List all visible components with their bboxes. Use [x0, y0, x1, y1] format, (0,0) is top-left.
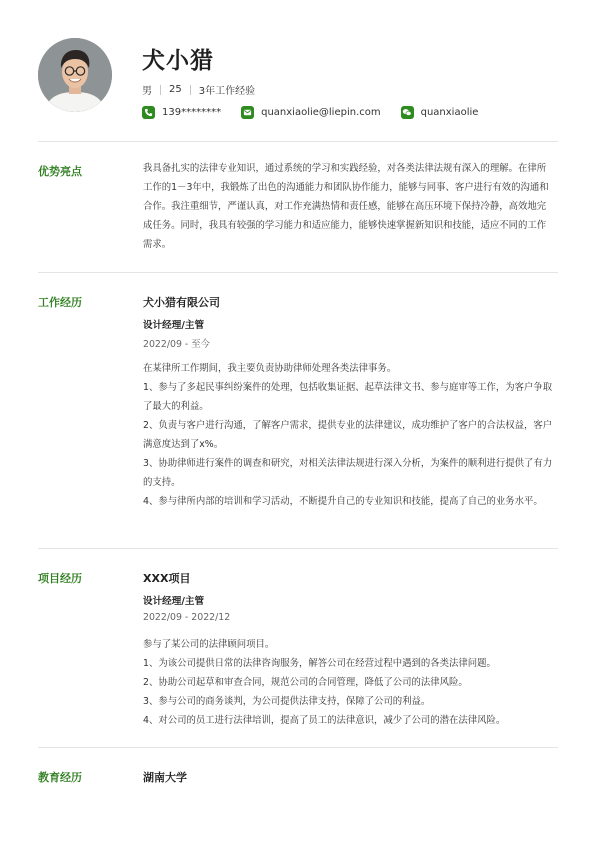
- project-line: 4、对公司的员工进行法律培训，提高了员工的法律意识，减少了公司的潜在法律风险。: [143, 715, 506, 726]
- company-name: 犬小猎有限公司: [143, 296, 220, 309]
- section-divider: [38, 548, 558, 549]
- section-title-advantages: 优势亮点: [38, 165, 82, 178]
- wechat-id: quanxiaolie: [420, 107, 479, 118]
- basic-info: [142, 82, 255, 97]
- advantages-text: 我具备扎实的法律专业知识，通过系统的学习和实践经验，对各类法律法规有深入的理解。在律所工作的1－3年中，我锻炼了出色的沟通能力和团队协作能力，能够与同事、客户进行有效的沟通和合作。我注重细节，严谨认真，对工作充满热情和责任感，能够在高压环境下保持冷静，高效地完成任务。同时，我具有较强的学习能力和适应能力，能够快速掌握新知识和技能，适应不同的工作需求。: [143, 163, 549, 250]
- section-divider: [38, 747, 558, 748]
- section-title-project: 项目经历: [38, 572, 82, 585]
- project-date: 2022/09 - 2022/12: [143, 612, 231, 623]
- email-address: quanxiaolie@liepin.com: [261, 107, 381, 118]
- project-name: XXX项目: [143, 572, 191, 585]
- phone-number: 139********: [162, 107, 222, 118]
- project-line: 3、参与公司的商务谈判，为公司提供法律支持，保障了公司的利益。: [143, 696, 431, 707]
- gender: 男: [142, 86, 152, 97]
- wechat-contact[interactable]: [401, 106, 479, 119]
- project-line: 1、为该公司提供日常的法律咨询服务，解答公司在经营过程中遇到的各类法律问题。: [143, 658, 496, 669]
- avatar-photo: [38, 38, 112, 112]
- separator: [190, 85, 191, 95]
- work-line: 3、协助律师进行案件的调查和研究，对相关法律法规进行深入分析，为案件的顺利进行提供了有力的支持。: [143, 458, 553, 488]
- work-line: 1、参与了多起民事纠纷案件的处理，包括收集证据、起草法律文书、参与庭审等工作，为客户争取了最大的利益。: [143, 382, 553, 412]
- separator: [160, 85, 161, 95]
- work-date: 2022/09 - 至今: [143, 339, 211, 350]
- section-divider: [38, 272, 558, 273]
- school-name: 湖南大学: [143, 771, 187, 784]
- section-divider: [38, 141, 558, 142]
- email-contact[interactable]: [241, 106, 381, 119]
- section-title-work: 工作经历: [38, 296, 82, 309]
- job-title: 设计经理/主管: [143, 320, 205, 331]
- work-description: [143, 359, 555, 511]
- contact-info: [142, 106, 498, 119]
- experience-years: 3年工作经验: [198, 86, 256, 97]
- wechat-icon: [401, 106, 414, 119]
- avatar: [38, 38, 112, 112]
- project-line: 参与了某公司的法律顾问项目。: [143, 639, 275, 650]
- work-line: 4、参与律所内部的培训和学习活动，不断提升自己的专业知识和技能，提高了自己的业务水平。: [143, 496, 543, 507]
- project-line: 2、协助公司起草和审查合同，规范公司的合同管理，降低了公司的法律风险。: [143, 677, 468, 688]
- work-line: 2、负责与客户进行沟通，了解客户需求，提供专业的法律建议，成功维护了客户的合法权益，客户满意度达到了x%。: [143, 420, 553, 450]
- project-description: [143, 635, 555, 730]
- section-title-education: 教育经历: [38, 771, 82, 784]
- candidate-name: 犬小猎: [142, 48, 214, 74]
- phone-contact[interactable]: [142, 106, 221, 119]
- project-role: 设计经理/主管: [143, 596, 205, 607]
- phone-icon: [142, 106, 155, 119]
- work-line: 在某律所工作期间，我主要负责协助律师处理各类法律事务。: [143, 363, 397, 374]
- age: 25: [169, 84, 182, 95]
- email-icon: [241, 106, 254, 119]
